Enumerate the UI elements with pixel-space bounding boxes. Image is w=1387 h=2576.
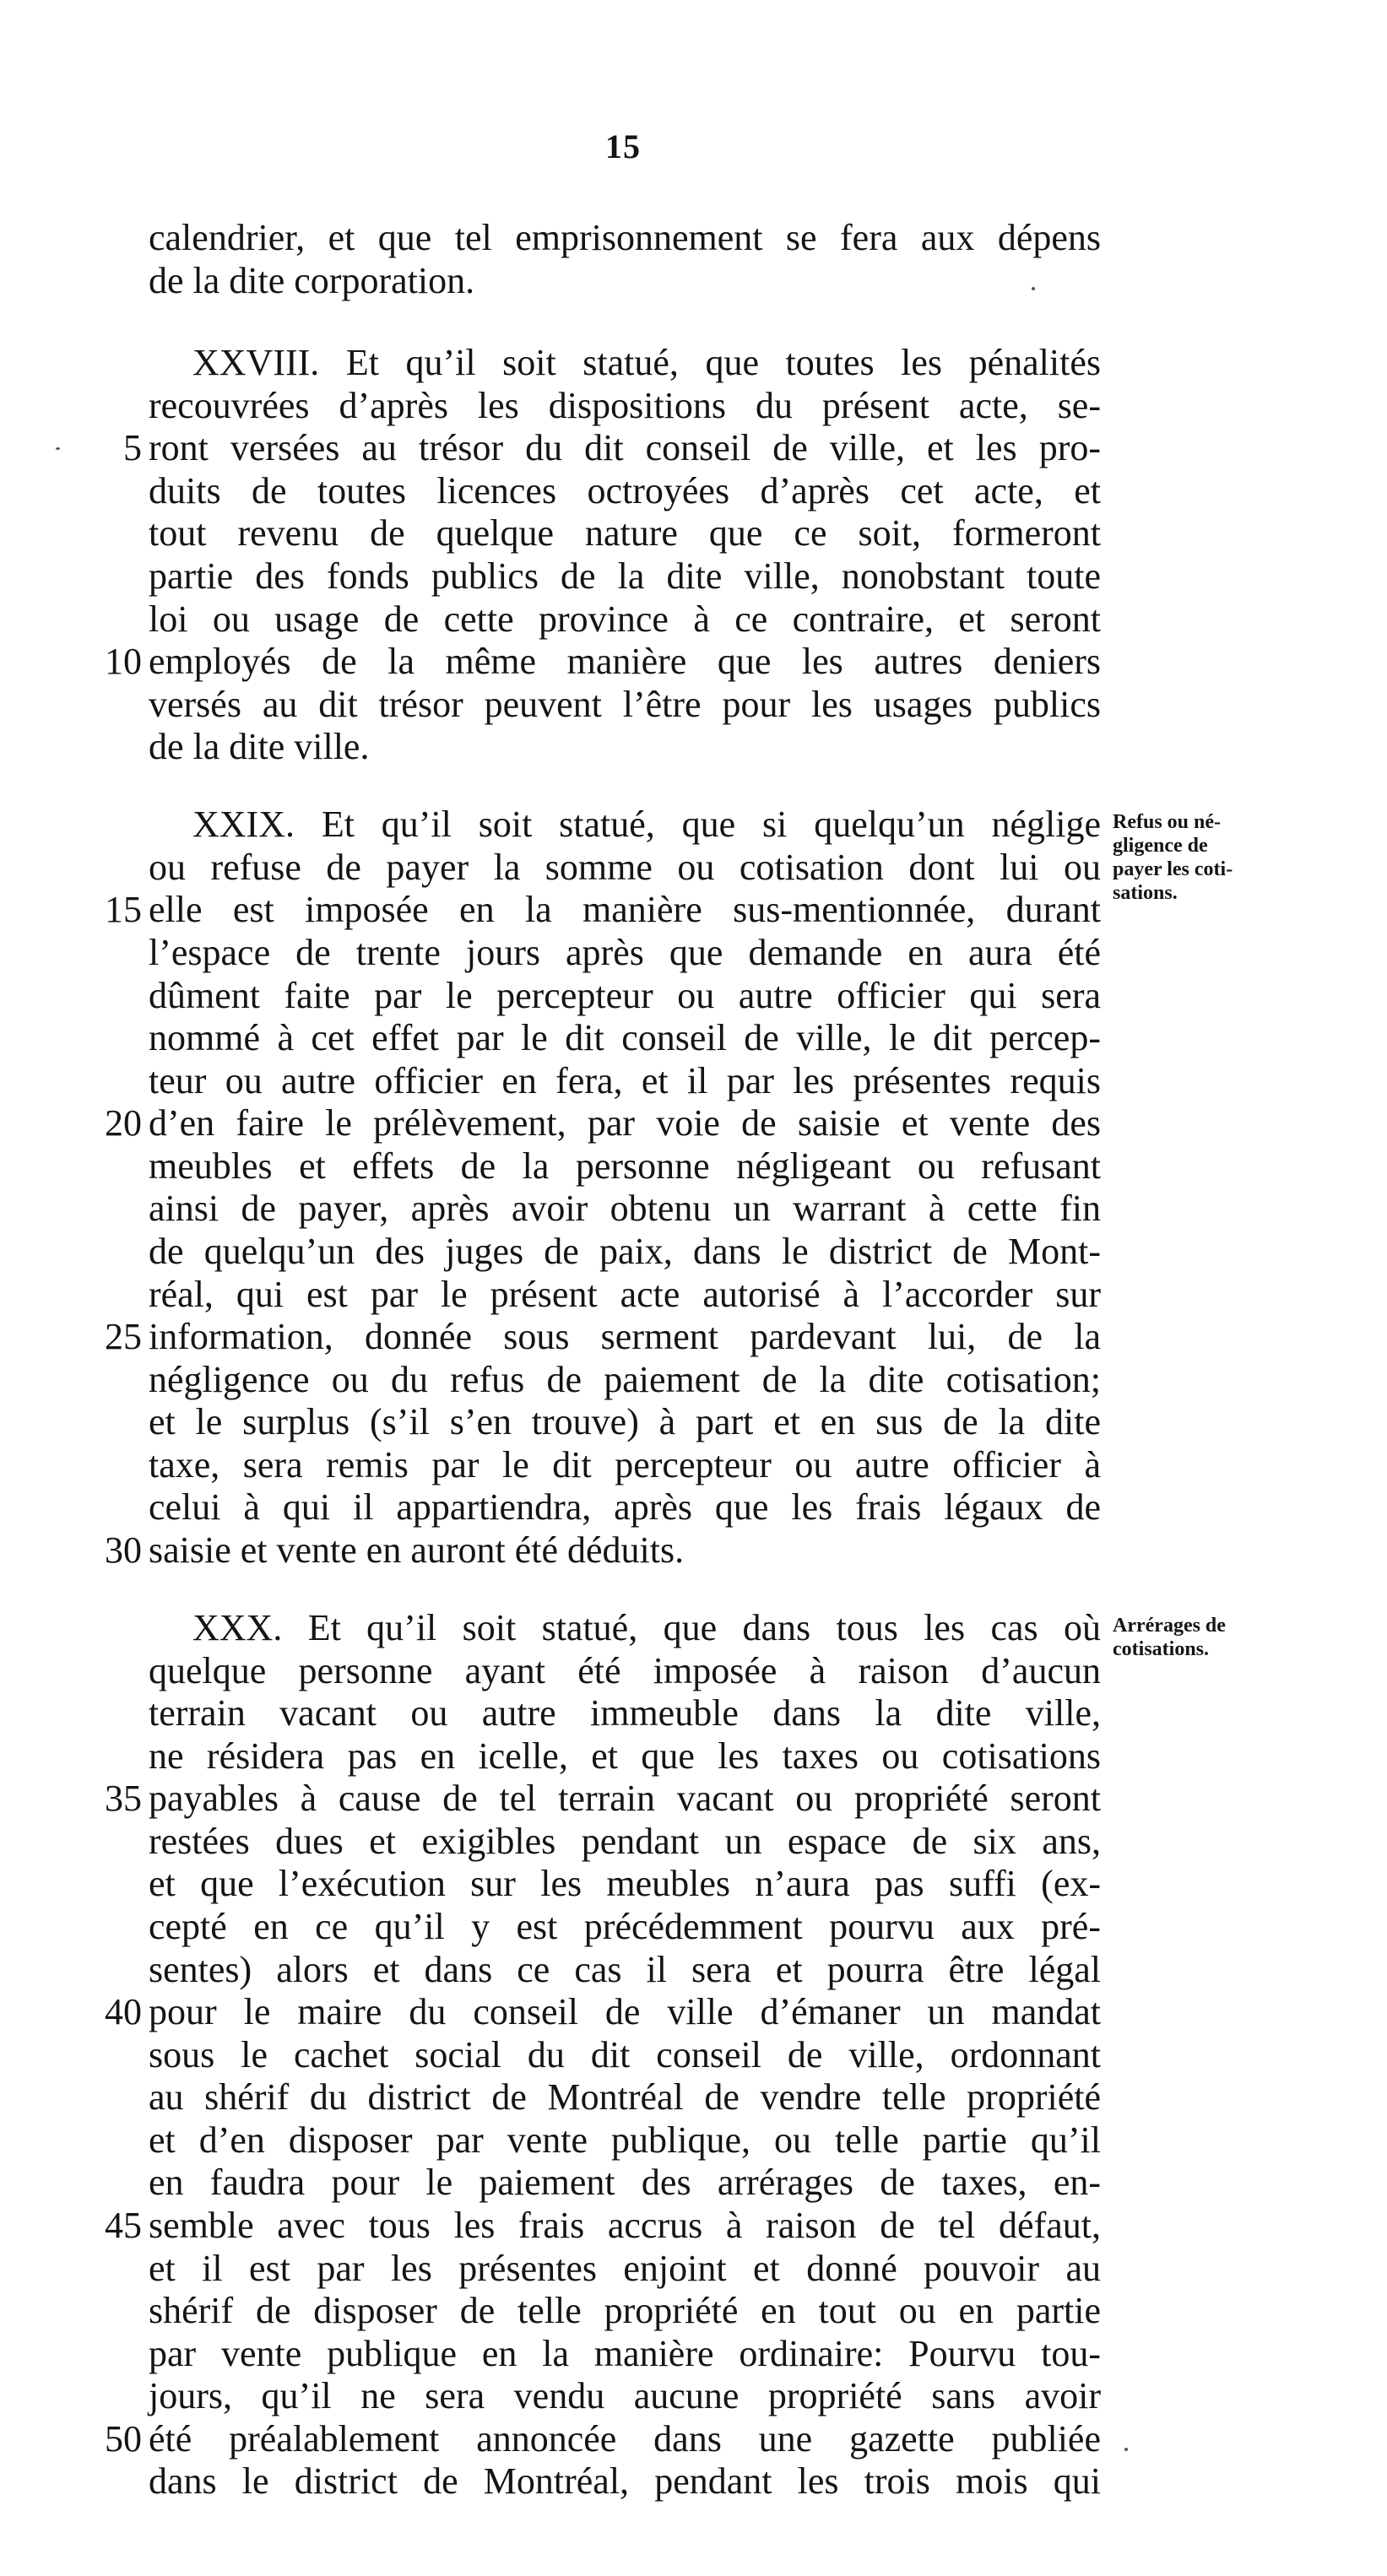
line-number: 10	[105, 641, 142, 682]
section-heading-line: XXVIII. Et qu’il soit statué, que toutes les pénalités	[192, 342, 1101, 383]
line-number: 30	[105, 1529, 142, 1571]
text-line: shérif de disposer de telle propriété en tout ou en partie	[149, 2290, 1101, 2331]
text-line: ou refuse de payer la somme ou cotisation dont lui ou	[149, 847, 1101, 888]
line-number: 5	[123, 427, 142, 468]
margin-note-line: sations.	[1113, 882, 1178, 904]
text-line: en faudra pour le paiement des arrérages de taxes, en-	[149, 2162, 1101, 2203]
print-speck	[1032, 287, 1035, 290]
text-line: semble avec tous les frais accrus à raison de tel défaut,	[149, 2205, 1101, 2246]
text-line: celui à qui il appartiendra, après que les frais légaux de	[149, 1486, 1101, 1528]
print-speck	[1124, 2448, 1128, 2451]
text-line: restées dues et exigibles pendant un espace de six ans,	[149, 1821, 1101, 1862]
margin-note-line: cotisations.	[1113, 1638, 1209, 1660]
text-line: d’en faire le prélèvement, par voie de saisie et vente des	[149, 1102, 1101, 1144]
margin-note-line: payer les coti-	[1113, 858, 1233, 880]
margin-note-line: Arrérages de	[1113, 1615, 1226, 1637]
print-speck	[56, 447, 60, 450]
margin-note-line: Refus ou né-	[1113, 811, 1222, 833]
line-number: 15	[105, 889, 142, 930]
text-line: payables à cause de tel terrain vacant ou propriété seront	[149, 1778, 1101, 1819]
text-line: saisie et vente en auront été déduits.	[149, 1529, 685, 1571]
text-line: négligence ou du refus de paiement de la dite cotisation;	[149, 1359, 1101, 1400]
text-line: terrain vacant ou autre immeuble dans la dite ville,	[149, 1692, 1101, 1734]
text-line: sous le cachet social du dit conseil de ville, ordonnant	[149, 2034, 1101, 2075]
page-number: 15	[605, 127, 641, 165]
text-line: tout revenu de quelque nature que ce soit, formeront	[149, 512, 1101, 554]
line-number: 35	[105, 1778, 142, 1819]
text-line: recouvrées d’après les dispositions du présent acte, se-	[149, 385, 1101, 426]
text-line: calendrier, et que tel emprisonnement se fera aux dépens	[149, 217, 1101, 258]
text-line: information, donnée sous serment pardevant lui, de la	[149, 1316, 1101, 1357]
line-number: 50	[105, 2418, 142, 2460]
text-line: et que l’exécution sur les meubles n’aura pas suffi (ex-	[149, 1863, 1101, 1904]
text-line: employés de la même manière que les autres deniers	[149, 641, 1101, 682]
text-line: réal, qui est par le présent acte autorisé à l’accorder sur	[149, 1274, 1101, 1315]
margin-note-line: gligence de	[1113, 835, 1208, 857]
text-line: versés au dit trésor peuvent l’être pour les usages publics	[149, 684, 1101, 725]
line-number: 40	[105, 1991, 142, 2032]
text-line: par vente publique en la manière ordinaire: Pourvu tou-	[149, 2333, 1101, 2374]
margin-note-arrerages	[1113, 1614, 1290, 1661]
section-heading-line: XXX. Et qu’il soit statué, que dans tous les cas où	[192, 1607, 1101, 1648]
text-line: sentes) alors et dans ce cas il sera et pourra être légal	[149, 1949, 1101, 1990]
text-line: cepté en ce qu’il y est précédemment pourvu aux pré-	[149, 1906, 1101, 1947]
text-line: jours, qu’il ne sera vendu aucune propriété sans avoir	[149, 2375, 1101, 2416]
line-number: 25	[105, 1316, 142, 1357]
text-line: pour le maire du conseil de ville d’émaner un mandat	[149, 1991, 1101, 2032]
text-line: ne résidera pas en icelle, et que les taxes ou cotisations	[149, 1735, 1101, 1777]
text-line: duits de toutes licences octroyées d’après cet acte, et	[149, 470, 1101, 511]
text-line: au shérif du district de Montréal de vendre telle propriété	[149, 2076, 1101, 2118]
text-line: été préalablement annoncée dans une gazette publiée	[149, 2418, 1101, 2460]
section-heading-line: XXIX. Et qu’il soit statué, que si quelqu’un néglige	[192, 804, 1101, 845]
text-line: taxe, sera remis par le dit percepteur ou autre officier à	[149, 1444, 1101, 1486]
text-line: et d’en disposer par vente publique, ou telle partie qu’il	[149, 2119, 1101, 2161]
text-line: ainsi de payer, après avoir obtenu un warrant à cette fin	[149, 1188, 1101, 1229]
line-number: 20	[105, 1102, 142, 1144]
text-line: teur ou autre officier en fera, et il par les présentes requis	[149, 1060, 1101, 1101]
line-number: 45	[105, 2205, 142, 2246]
text-line: partie des fonds publics de la dite ville, nonobstant toute	[149, 555, 1101, 597]
text-line: ront versées au trésor du dit conseil de ville, et les pro-	[149, 427, 1101, 468]
text-line: dûment faite par le percepteur ou autre officier qui sera	[149, 975, 1101, 1016]
text-line: de la dite ville.	[149, 726, 370, 767]
text-line: dans le district de Montréal, pendant les trois mois qui	[149, 2460, 1101, 2502]
text-line: de quelqu’un des juges de paix, dans le district de Mont-	[149, 1231, 1101, 1272]
text-line: l’espace de trente jours après que demande en aura été	[149, 932, 1101, 973]
text-line: loi ou usage de cette province à ce contraire, et seront	[149, 598, 1101, 640]
text-line: et le surplus (s’il s’en trouve) à part et en sus de la dite	[149, 1401, 1101, 1442]
text-line: de la dite corporation.	[149, 260, 475, 301]
text-line: nommé à cet effet par le dit conseil de ville, le dit percep-	[149, 1017, 1101, 1058]
text-line: meubles et effets de la personne négligeant ou refusant	[149, 1145, 1101, 1187]
text-line: elle est imposée en la manière sus-mentionnée, durant	[149, 889, 1101, 930]
text-line: quelque personne ayant été imposée à raison d’aucun	[149, 1650, 1101, 1691]
text-line: et il est par les présentes enjoint et donné pouvoir au	[149, 2248, 1101, 2289]
margin-note-refus	[1113, 810, 1290, 905]
